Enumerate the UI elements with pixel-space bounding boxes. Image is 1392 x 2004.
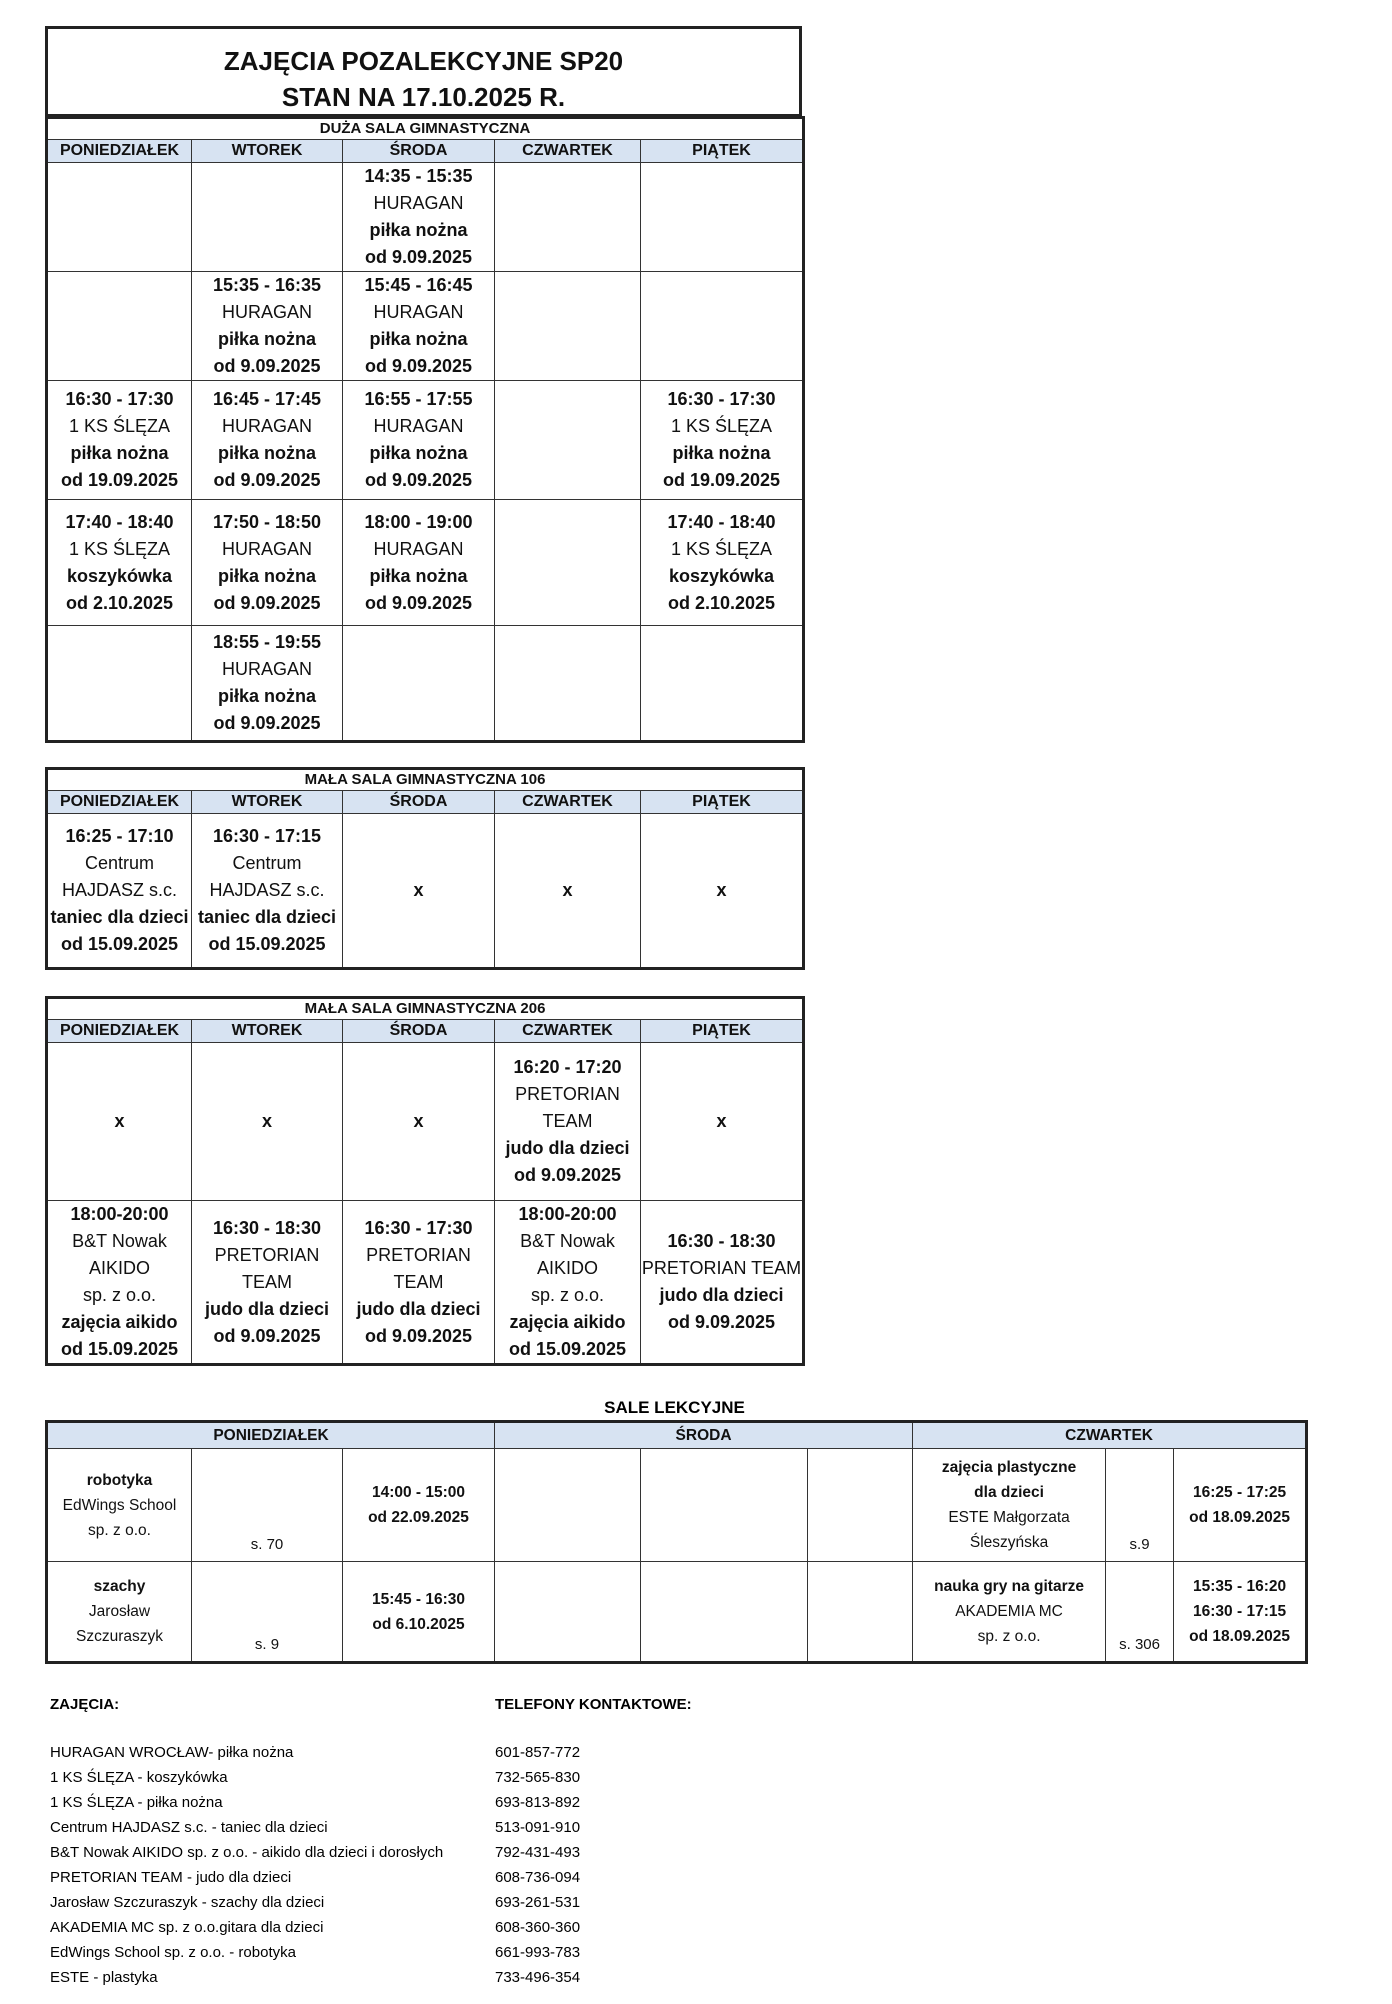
cell-line: 1 KS ŚLĘZA — [68, 416, 171, 436]
day-header: PONIEDZIAŁEK — [47, 791, 192, 814]
cell-line: B&T Nowak — [520, 1231, 615, 1251]
contact-activity: AKADEMIA MC sp. z o.o.gitara dla dzieci — [50, 1919, 324, 1936]
schedule-cell — [641, 626, 804, 742]
cell-line: sp. z o.o. — [88, 1521, 151, 1539]
schedule-cell — [641, 500, 804, 626]
schedule-cell — [641, 381, 804, 500]
cell-line: zajęcia aikido — [61, 1312, 178, 1332]
cell-line: 17:40 - 18:40 — [65, 511, 174, 532]
table-row — [47, 163, 804, 272]
cell-line: 16:25 - 17:25 — [1193, 1484, 1287, 1501]
contact-activity: Jarosław Szczuraszyk - szachy dla dzieci — [50, 1894, 325, 1911]
contact-activity: HURAGAN WROCŁAW- piłka nożna — [50, 1744, 294, 1761]
cell-line: HURAGAN — [373, 538, 464, 559]
cell-line: 16:30 - 17:30 — [364, 1217, 473, 1238]
schedule-cell — [47, 381, 192, 500]
schedule-cell — [47, 1201, 192, 1365]
cell-line: od 9.09.2025 — [364, 1325, 473, 1346]
table-row — [47, 1201, 804, 1365]
cell-line: HURAGAN — [373, 302, 464, 322]
schedule-cell — [192, 1201, 343, 1365]
cell-line: Szczuraszyk — [76, 1628, 163, 1645]
cell-line: 1 KS ŚLĘZA — [68, 538, 171, 559]
empty-cell — [495, 1449, 641, 1562]
time-cell — [1174, 1562, 1307, 1663]
contact-phone: 732-565-830 — [495, 1765, 580, 1790]
time-cell — [343, 1562, 495, 1663]
cell-line: piłka nożna — [369, 443, 468, 463]
day-header: PONIEDZIAŁEK — [47, 1422, 495, 1449]
schedule-cell — [343, 500, 495, 626]
day-header: WTOREK — [192, 140, 343, 163]
cell-line: zajęcia plastyczne — [941, 1459, 1077, 1476]
schedule-cell — [495, 500, 641, 626]
cell-line: 18:00-20:00 — [70, 1204, 169, 1224]
contact-activity: EdWings School sp. z o.o. - robotyka — [50, 1944, 296, 1961]
cell-line: od 9.09.2025 — [213, 356, 321, 376]
room-cell: s. 9 — [192, 1562, 343, 1663]
contact-row — [50, 1965, 750, 1990]
cell-line: piłka nożna — [70, 443, 169, 463]
cell-line: od 9.09.2025 — [667, 1312, 776, 1332]
cell-line: od 19.09.2025 — [60, 470, 179, 490]
cell-line: sp. z o.o. — [530, 1285, 605, 1305]
empty-cell: x — [343, 814, 495, 969]
page-title: ZAJĘCIA POZALEKCYJNE SP20 — [223, 46, 624, 76]
cell-line: judo dla dzieci — [505, 1138, 630, 1158]
cell-line: judo dla dzieci — [204, 1298, 329, 1319]
empty-cell — [808, 1449, 913, 1562]
cell-line: taniec dla dzieci — [50, 907, 189, 927]
schedule-cell — [641, 272, 804, 381]
contacts-phones-heading: TELEFONY KONTAKTOWE: — [495, 1696, 692, 1713]
cell-line: HAJDASZ s.c. — [61, 880, 177, 900]
day-header: WTOREK — [192, 1020, 343, 1043]
schedule-hall-106 — [45, 767, 805, 970]
schedule-cell — [641, 163, 804, 272]
time-cell — [343, 1449, 495, 1562]
day-header: CZWARTEK — [495, 1020, 641, 1043]
cell-line: 15:35 - 16:20 — [1193, 1578, 1287, 1595]
contact-phone: 693-813-892 — [495, 1790, 580, 1815]
schedule-cell — [495, 272, 641, 381]
cell-line: 15:35 - 16:35 — [212, 275, 322, 295]
cell-line: AKADEMIA MC — [955, 1603, 1063, 1620]
cell-line: B&T Nowak — [72, 1231, 167, 1251]
cell-line: taniec dla dzieci — [197, 907, 337, 927]
schedule-cell — [192, 500, 343, 626]
cell-line: 17:50 - 18:50 — [212, 511, 322, 532]
schedule-cell — [47, 814, 192, 969]
empty-cell — [641, 1562, 808, 1663]
schedule-cell — [495, 381, 641, 500]
contact-row — [50, 1865, 750, 1890]
empty-cell — [808, 1562, 913, 1663]
table-row — [47, 381, 804, 500]
day-header: ŚRODA — [495, 1422, 913, 1449]
empty-cell: x — [47, 1043, 192, 1201]
cell-line: robotyka — [86, 1471, 153, 1489]
cell-line: HURAGAN — [221, 416, 312, 436]
cell-line: od 2.10.2025 — [65, 592, 174, 613]
title-box — [45, 26, 802, 116]
schedule-cell — [495, 1201, 641, 1365]
schedule-cell — [47, 500, 192, 626]
cell-line: piłka nożna — [369, 329, 468, 349]
cell-line: PRETORIAN TEAM — [641, 1258, 802, 1278]
schedule-cell — [192, 163, 343, 272]
contacts-activities-heading: ZAJĘCIA: — [50, 1696, 120, 1713]
cell-line: piłka nożna — [369, 565, 468, 586]
table-row — [47, 500, 804, 626]
schedule-cell — [343, 1201, 495, 1365]
cell-line: TEAM — [542, 1111, 593, 1131]
cell-line: zajęcia aikido — [509, 1312, 626, 1332]
schedule-cell — [495, 163, 641, 272]
schedule-cell — [47, 272, 192, 381]
cell-line: od 15.09.2025 — [60, 1339, 179, 1359]
contacts-list — [50, 1740, 750, 1990]
cell-line: 16:25 - 17:10 — [65, 826, 174, 846]
cell-line: od 15.09.2025 — [508, 1339, 627, 1359]
cell-line: piłka nożna — [217, 565, 316, 586]
cell-line: AIKIDO — [536, 1258, 598, 1278]
cell-line: TEAM — [393, 1271, 444, 1292]
cell-line: 16:30 - 17:15 — [1193, 1603, 1287, 1620]
contact-phone: 601-857-772 — [495, 1740, 580, 1765]
contact-row — [50, 1740, 750, 1765]
cell-line: 18:00-20:00 — [518, 1204, 617, 1224]
schedule-cell — [47, 626, 192, 742]
cell-line: od 9.09.2025 — [513, 1165, 622, 1185]
cell-line: Centrum — [84, 853, 155, 873]
contact-phone: 608-736-094 — [495, 1865, 580, 1890]
cell-line: od 9.09.2025 — [364, 247, 473, 267]
cell-line: od 9.09.2025 — [364, 592, 473, 613]
cell-line: sp. z o.o. — [977, 1628, 1041, 1645]
cell-line: EdWings School — [62, 1496, 177, 1514]
cell-line: HURAGAN — [373, 416, 464, 436]
cell-line: 15:45 - 16:30 — [371, 1590, 466, 1608]
hall-name: MAŁA SALA GIMNASTYCZNA 206 — [47, 998, 804, 1020]
cell-line: ESTE Małgorzata — [948, 1509, 1070, 1526]
cell-line: dla dzieci — [974, 1484, 1044, 1501]
table-row — [47, 814, 804, 969]
cell-line: 16:45 - 17:45 — [212, 389, 322, 409]
cell-line: 14:35 - 15:35 — [364, 166, 473, 186]
cell-line: od 15.09.2025 — [208, 934, 326, 954]
table-row — [47, 626, 804, 742]
schedule-cell — [495, 626, 641, 742]
empty-cell: x — [192, 1043, 343, 1201]
schedule-cell — [495, 1043, 641, 1201]
schedule-big-hall — [45, 116, 805, 743]
cell-line: judo dla dzieci — [356, 1298, 481, 1319]
schedule-cell — [192, 272, 343, 381]
contact-activity: B&T Nowak AIKIDO sp. z o.o. - aikido dla dzieci i dorosłych — [50, 1844, 444, 1861]
contact-activity: ESTE - plastyka — [50, 1969, 158, 1986]
schedule-cell — [343, 381, 495, 500]
cell-line: piłka nożna — [217, 686, 316, 706]
activity-cell — [913, 1449, 1106, 1562]
cell-line: 17:40 - 18:40 — [667, 511, 776, 532]
schedule-cell — [343, 626, 495, 742]
cell-line: piłka nożna — [217, 329, 316, 349]
cell-line: 14:00 - 15:00 — [371, 1484, 466, 1501]
day-header: PONIEDZIAŁEK — [47, 1020, 192, 1043]
cell-line: od 18.09.2025 — [1189, 1509, 1290, 1526]
contact-activity: 1 KS ŚLĘZA - piłka nożna — [50, 1794, 223, 1811]
cell-line: HAJDASZ s.c. — [209, 880, 325, 900]
day-header: PIĄTEK — [641, 1020, 804, 1043]
contact-phone: 661-993-783 — [495, 1940, 580, 1965]
cell-line: koszykówka — [66, 565, 173, 586]
cell-line: od 19.09.2025 — [662, 470, 781, 490]
cell-line: HURAGAN — [221, 302, 312, 322]
schedule-hall-206 — [45, 996, 805, 1366]
page-subtitle: STAN NA 17.10.2025 R. — [281, 82, 566, 112]
cell-line: sp. z o.o. — [82, 1285, 157, 1305]
sale-title: SALE LEKCYJNE — [604, 1398, 745, 1417]
cell-line: PRETORIAN — [366, 1244, 471, 1265]
activity-cell — [47, 1562, 192, 1663]
contact-row — [50, 1940, 750, 1965]
cell-line: HURAGAN — [221, 538, 312, 559]
schedule-cell — [192, 814, 343, 969]
cell-line: PRETORIAN — [214, 1244, 320, 1265]
day-header: CZWARTEK — [913, 1422, 1307, 1449]
activity-cell — [913, 1562, 1106, 1663]
cell-line: HURAGAN — [373, 193, 464, 213]
empty-cell: x — [641, 814, 804, 969]
cell-line: od 9.09.2025 — [213, 592, 321, 613]
cell-line: 18:00 - 19:00 — [364, 511, 473, 532]
day-header: ŚRODA — [343, 791, 495, 814]
contact-row — [50, 1790, 750, 1815]
contact-activity: 1 KS ŚLĘZA - koszykówka — [50, 1769, 228, 1786]
cell-line: 15:45 - 16:45 — [364, 275, 473, 295]
cell-line: Śleszyńska — [969, 1534, 1049, 1551]
contact-phone: 792-431-493 — [495, 1840, 580, 1865]
table-row — [47, 1562, 1307, 1663]
cell-line: od 9.09.2025 — [364, 356, 473, 376]
schedule-cell — [47, 163, 192, 272]
day-header: CZWARTEK — [495, 791, 641, 814]
contact-row — [50, 1840, 750, 1865]
cell-line: od 9.09.2025 — [213, 1325, 321, 1346]
day-header: PONIEDZIAŁEK — [47, 140, 192, 163]
cell-line: od 9.09.2025 — [213, 470, 321, 490]
contact-row — [50, 1815, 750, 1840]
empty-cell: x — [343, 1043, 495, 1201]
contact-activity: Centrum HAJDASZ s.c. - taniec dla dzieci — [50, 1819, 328, 1836]
cell-line: 16:30 - 17:30 — [65, 389, 174, 409]
day-header: PIĄTEK — [641, 140, 804, 163]
schedule-classrooms — [45, 1420, 1308, 1664]
contact-phone: 608-360-360 — [495, 1915, 580, 1940]
day-header: WTOREK — [192, 791, 343, 814]
cell-line: 1 KS ŚLĘZA — [670, 416, 773, 436]
room-cell: s.9 — [1106, 1449, 1174, 1562]
cell-line: Centrum — [232, 853, 302, 873]
cell-line: 16:55 - 17:55 — [364, 389, 473, 409]
cell-line: od 15.09.2025 — [60, 934, 179, 954]
room-cell: s. 70 — [192, 1449, 343, 1562]
time-cell — [1174, 1449, 1307, 1562]
room-cell: s. 306 — [1106, 1562, 1174, 1663]
cell-line: piłka nożna — [672, 443, 771, 463]
cell-line: od 22.09.2025 — [368, 1509, 469, 1526]
hall-name: DUŻA SALA GIMNASTYCZNA — [47, 118, 804, 140]
day-header: ŚRODA — [343, 1020, 495, 1043]
cell-line: 1 KS ŚLĘZA — [670, 538, 773, 559]
contact-row — [50, 1765, 750, 1790]
day-header: ŚRODA — [343, 140, 495, 163]
schedule-cell — [641, 1201, 804, 1365]
contact-row — [50, 1890, 750, 1915]
cell-line: od 2.10.2025 — [667, 592, 776, 613]
cell-line: HURAGAN — [221, 659, 312, 679]
cell-line: 18:55 - 19:55 — [212, 632, 322, 652]
cell-line: 16:20 - 17:20 — [513, 1057, 622, 1077]
cell-line: koszykówka — [668, 565, 775, 586]
cell-line: 16:30 - 18:30 — [212, 1217, 322, 1238]
cell-line: AIKIDO — [88, 1258, 150, 1278]
schedule-cell — [192, 381, 343, 500]
schedule-cell — [343, 163, 495, 272]
day-header: CZWARTEK — [495, 140, 641, 163]
cell-line: piłka nożna — [217, 443, 316, 463]
table-row — [47, 272, 804, 381]
cell-line: szachy — [93, 1578, 146, 1595]
contact-row — [50, 1915, 750, 1940]
empty-cell: x — [495, 814, 641, 969]
activity-cell — [47, 1449, 192, 1562]
hall-name: MAŁA SALA GIMNASTYCZNA 106 — [47, 769, 804, 791]
cell-line: TEAM — [241, 1271, 292, 1292]
cell-line: od 18.09.2025 — [1189, 1628, 1290, 1645]
contact-phone: 513-091-910 — [495, 1815, 580, 1840]
empty-cell — [495, 1562, 641, 1663]
cell-line: 16:30 - 17:15 — [212, 826, 322, 846]
day-header: PIĄTEK — [641, 791, 804, 814]
cell-line: od 6.10.2025 — [372, 1615, 465, 1633]
cell-line: 16:30 - 17:30 — [667, 389, 776, 409]
cell-line: judo dla dzieci — [659, 1285, 784, 1305]
cell-line: Jarosław — [88, 1603, 151, 1620]
cell-line: PRETORIAN — [515, 1084, 620, 1104]
cell-line: od 9.09.2025 — [364, 470, 473, 490]
empty-cell: x — [641, 1043, 804, 1201]
contact-phone: 733-496-354 — [495, 1965, 580, 1990]
contact-activity: PRETORIAN TEAM - judo dla dzieci — [50, 1869, 292, 1886]
cell-line: nauka gry na gitarze — [934, 1578, 1084, 1595]
contact-phone: 693-261-531 — [495, 1890, 580, 1915]
empty-cell — [641, 1449, 808, 1562]
cell-line: 16:30 - 18:30 — [667, 1231, 776, 1251]
cell-line: od 9.09.2025 — [213, 713, 321, 733]
table-row — [47, 1449, 1307, 1562]
cell-line: piłka nożna — [369, 220, 468, 240]
schedule-cell — [343, 272, 495, 381]
schedule-cell — [192, 626, 343, 742]
table-row — [47, 1043, 804, 1201]
